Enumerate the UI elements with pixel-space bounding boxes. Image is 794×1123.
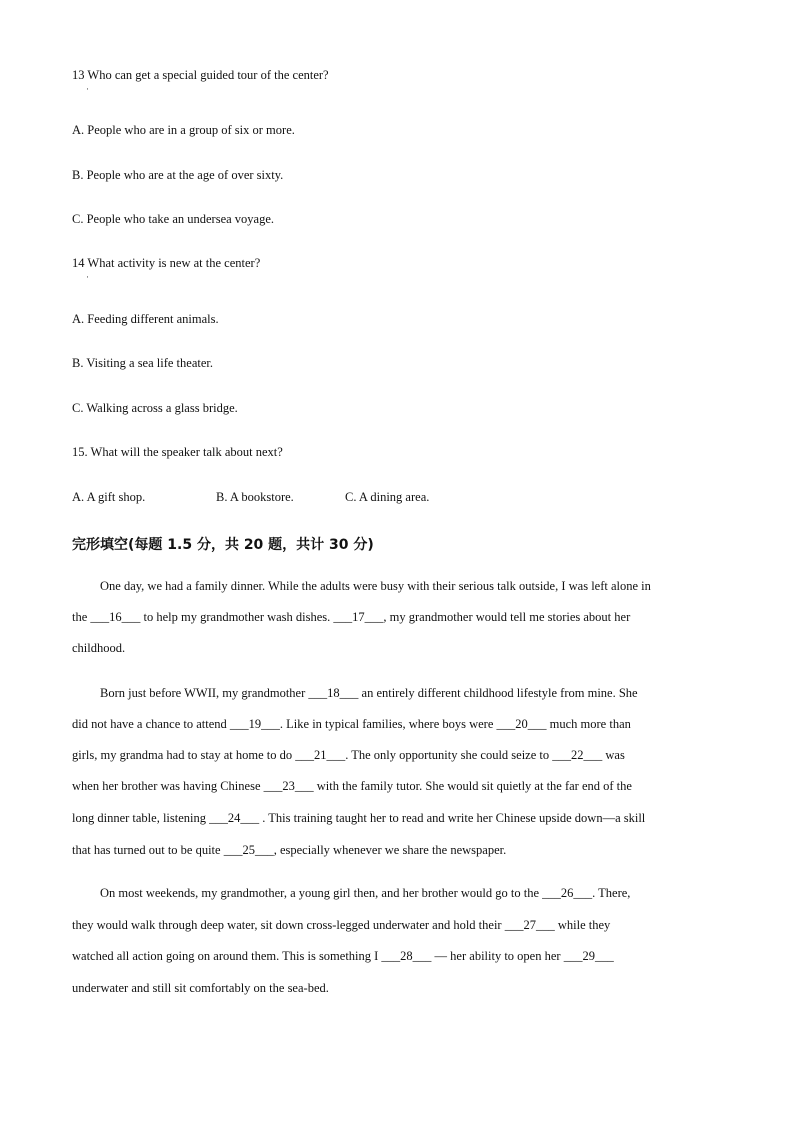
passage-line: One day, we had a family dinner. While the adults were busy with their serious talk outside, I was left alone in — [100, 579, 651, 593]
question-14-option-c: C. Walking across a glass bridge. — [72, 401, 238, 415]
passage-line: when her brother was having Chinese ___23___ with the family tutor. She would sit quietly at the far end of the — [72, 779, 632, 793]
passage-line: On most weekends, my grandmother, a young girl then, and her brother would go to the ___26___. There, — [100, 886, 631, 900]
question-14-option-b: B. Visiting a sea life theater. — [72, 356, 213, 370]
question-13-option-a: A. People who are in a group of six or more. — [72, 123, 295, 137]
passage-line: childhood. — [72, 641, 126, 655]
passage-line: Born just before WWII, my grandmother ___18___ an entirely different childhood lifestyle from mine. She — [100, 686, 638, 700]
question-14-stem: 14 What activity is new at the center? — [72, 256, 261, 270]
passage-line: did not have a chance to attend ___19___. Like in typical families, where boys were ___20___ much more than — [72, 717, 631, 731]
question-14-option-a: A. Feeding different animals. — [72, 312, 219, 326]
marker-dot: · — [86, 272, 89, 282]
passage-line: the ___16___ to help my grandmother wash dishes. ___17___, my grandmother would tell me stories about her — [72, 610, 631, 624]
question-13-option-c: C. People who take an undersea voyage. — [72, 212, 275, 226]
question-15-option-c: C. A dining area. — [345, 490, 430, 504]
question-13-stem: 13 Who can get a special guided tour of the center? — [72, 68, 329, 82]
passage-line: girls, my grandma had to stay at home to do ___21___. The only opportunity she could seize to ___22___ was — [72, 748, 625, 762]
section-title: 完形填空(每题 1.5 分，共 20 题，共计 30 分) — [72, 537, 374, 553]
question-15-option-a: A. A gift shop. — [72, 490, 146, 504]
passage-line: underwater and still sit comfortably on the sea-bed. — [72, 981, 329, 995]
passage-line: that has turned out to be quite ___25___, especially whenever we share the newspaper. — [72, 843, 507, 857]
passage-line: long dinner table, listening ___24___ . This training taught her to read and write her Chinese upside down—a skill — [72, 811, 646, 825]
passage-line: watched all action going on around them. This is something I ___28___ — her ability to open her ___29___ — [72, 949, 614, 963]
marker-dot: · — [86, 84, 89, 94]
passage-line: they would walk through deep water, sit down cross-legged underwater and hold their ___27___ while they — [72, 918, 611, 932]
question-15-option-b: B. A bookstore. — [216, 490, 294, 504]
question-15-stem: 15. What will the speaker talk about next? — [72, 445, 283, 459]
question-13-option-b: B. People who are at the age of over sixty. — [72, 168, 284, 182]
